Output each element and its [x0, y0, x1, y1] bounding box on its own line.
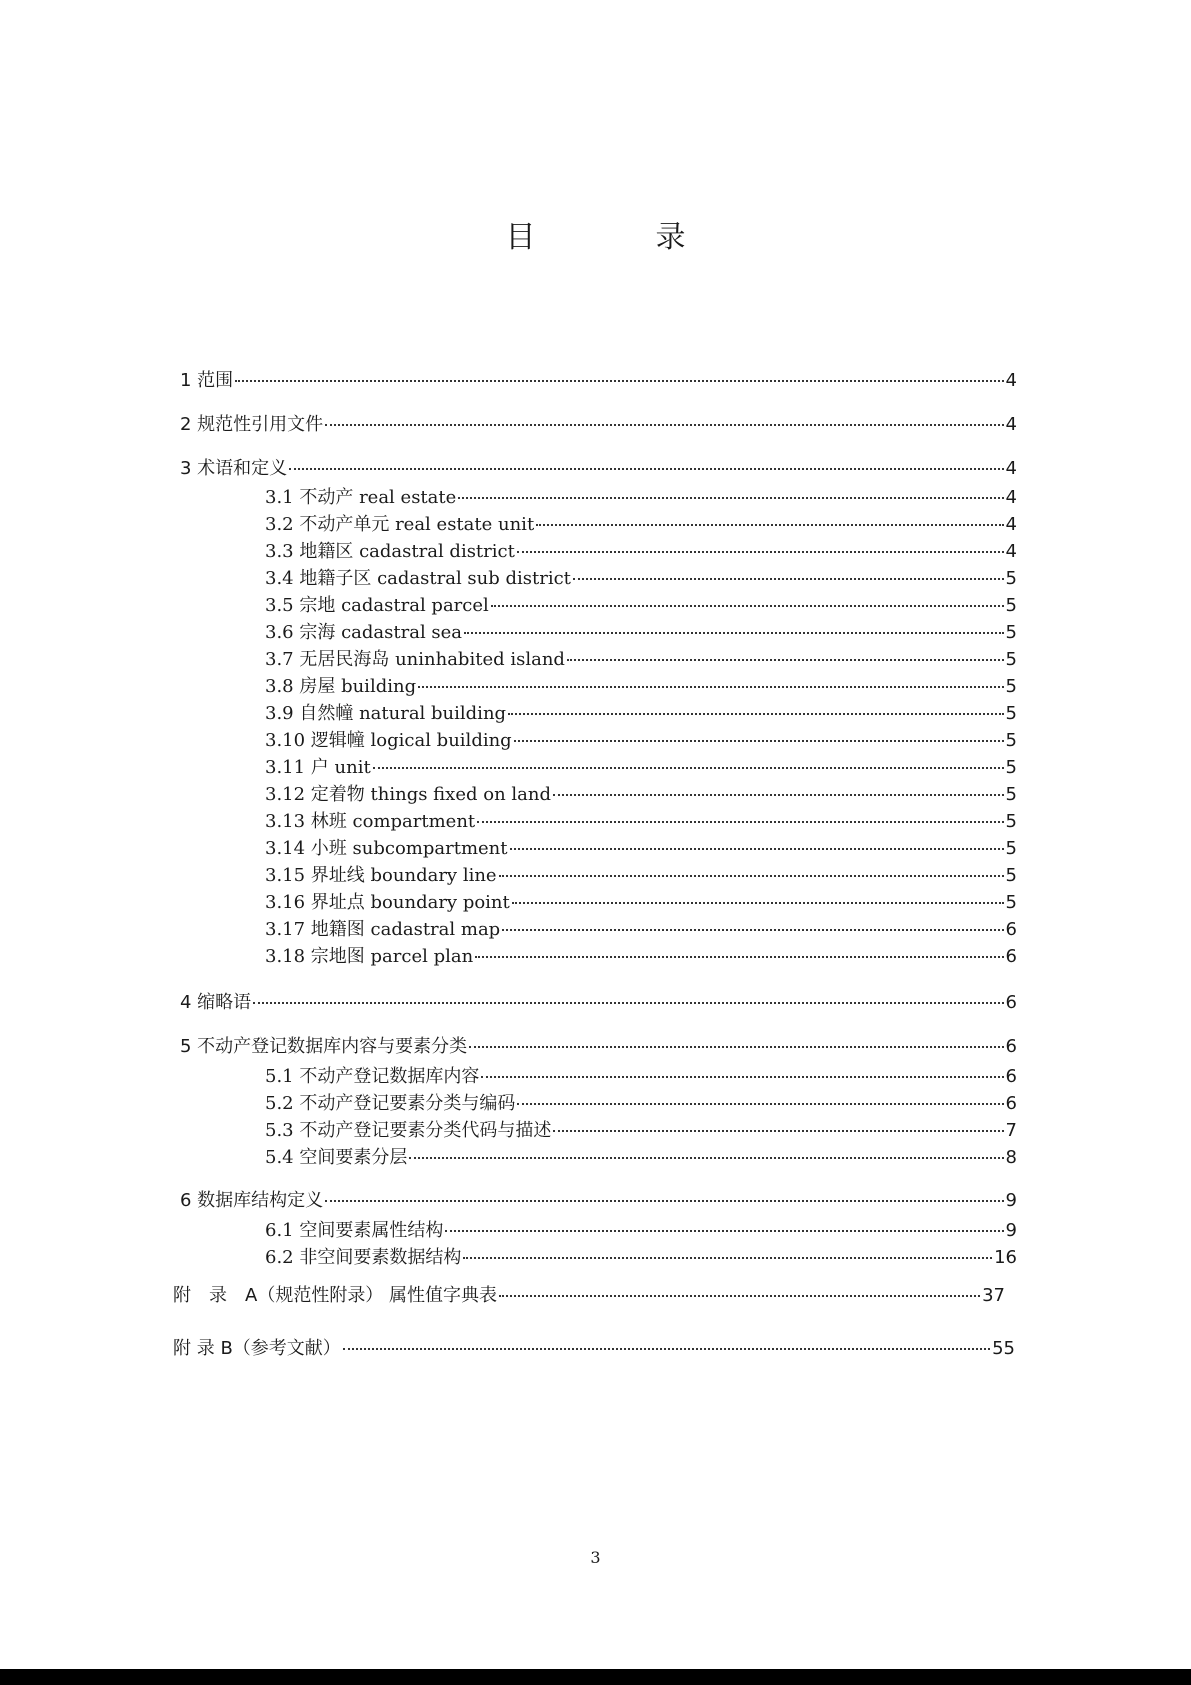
toc-entry-page: 4: [1005, 370, 1017, 391]
page-number: 3: [590, 1548, 601, 1567]
toc-subentry[interactable]: [265, 568, 1017, 590]
toc-subentry[interactable]: [265, 1247, 1017, 1269]
toc-subentry[interactable]: [265, 1147, 1017, 1169]
toc-entry-label: 3.4 地籍子区 cadastral sub district: [265, 568, 571, 589]
toc-entry-page: 16: [994, 1247, 1017, 1268]
toc-subentry[interactable]: [265, 1220, 1017, 1242]
toc-entry-label: 3.14 小班 subcompartment: [265, 838, 508, 859]
toc-entry-page: 4: [1005, 514, 1017, 535]
toc-entry-label: 3.8 房屋 building: [265, 676, 417, 697]
toc-entry-label: 1 范围: [180, 370, 234, 391]
toc-entry-label: 3.2 不动产单元 real estate unit: [265, 514, 535, 535]
toc-entry-page: 4: [1005, 541, 1017, 562]
toc-subentry[interactable]: [265, 919, 1017, 941]
toc-subentry[interactable]: [265, 811, 1017, 833]
toc-entry-label: 3.10 逻辑幢 logical building: [265, 730, 512, 751]
toc-subentry[interactable]: [265, 784, 1017, 806]
toc-entry-label: 6.2 非空间要素数据结构: [265, 1247, 462, 1268]
toc-entry-label: 5.4 空间要素分层: [265, 1147, 408, 1168]
title-char-right: 录: [655, 220, 686, 255]
toc-subentry[interactable]: [265, 838, 1017, 860]
toc-subentry[interactable]: [265, 703, 1017, 725]
toc-subentry[interactable]: [265, 1120, 1017, 1142]
toc-entry-page: 55: [992, 1338, 1015, 1359]
toc-entry-page: 6: [1005, 919, 1017, 940]
toc-subentry[interactable]: [265, 487, 1017, 509]
toc-entry-page: 7: [1005, 1120, 1017, 1141]
toc-entry-page: 5: [1005, 838, 1017, 859]
toc-entry-page: 5: [1005, 757, 1017, 778]
toc-appendix-entry[interactable]: [173, 1285, 1005, 1307]
toc-entry-label: 附 录 B（参考文献）: [173, 1338, 341, 1359]
toc-entry-label: 5 不动产登记数据库内容与要素分类: [180, 1036, 468, 1057]
toc-entry-label: 3.13 林班 compartment: [265, 811, 476, 832]
toc-subentry[interactable]: [265, 757, 1017, 779]
toc-entry-page: 6: [1005, 1036, 1017, 1057]
toc-entry-label: 3.18 宗地图 parcel plan: [265, 946, 474, 967]
toc-entry[interactable]: [180, 992, 1017, 1014]
toc-entry-label: 3.9 自然幢 natural building: [265, 703, 507, 724]
toc-entry-label: 3.11 户 unit: [265, 757, 371, 778]
toc-entry-label: 2 规范性引用文件: [180, 414, 324, 435]
toc-entry-page: 5: [1005, 649, 1017, 670]
toc-entry-page: 37: [982, 1285, 1005, 1306]
toc-entry-page: 6: [1005, 992, 1017, 1013]
toc-subentry[interactable]: [265, 649, 1017, 671]
toc-entry-page: 5: [1005, 892, 1017, 913]
toc-subentry[interactable]: [265, 865, 1017, 887]
toc-entry[interactable]: [180, 414, 1017, 436]
toc-entry-label: 6.1 空间要素属性结构: [265, 1220, 444, 1241]
toc-entry-page: 6: [1005, 1066, 1017, 1087]
toc-entry-label: 3.6 宗海 cadastral sea: [265, 622, 463, 643]
toc-entry-label: 6 数据库结构定义: [180, 1190, 324, 1211]
toc-subentry[interactable]: [265, 622, 1017, 644]
toc-entry-label: 5.2 不动产登记要素分类与编码: [265, 1093, 516, 1114]
toc-subentry[interactable]: [265, 730, 1017, 752]
toc-entry[interactable]: [180, 370, 1017, 392]
toc-entry-page: 9: [1005, 1220, 1017, 1241]
toc-entry-page: 4: [1005, 414, 1017, 435]
toc-subentry[interactable]: [265, 1066, 1017, 1088]
toc-entry-label: 3.16 界址点 boundary point: [265, 892, 510, 913]
toc-subentry[interactable]: [265, 946, 1017, 968]
toc-entry-page: 5: [1005, 703, 1017, 724]
toc-entry[interactable]: [180, 1190, 1017, 1212]
title-char-left: 目: [505, 220, 536, 255]
toc-entry-page: 5: [1005, 676, 1017, 697]
toc-entry-page: 8: [1005, 1147, 1017, 1168]
toc-entry-label: 5.3 不动产登记要素分类代码与描述: [265, 1120, 552, 1141]
toc-entry-label: 附 录 A（规范性附录） 属性值字典表: [173, 1285, 498, 1306]
bottom-edge-bar: [0, 1669, 1191, 1685]
toc-entry-page: 6: [1005, 1093, 1017, 1114]
toc-subentry[interactable]: [265, 595, 1017, 617]
toc-entry-label: 3.5 宗地 cadastral parcel: [265, 595, 489, 616]
toc-entry-label: 4 缩略语: [180, 992, 252, 1013]
toc-entry-label: 3.1 不动产 real estate: [265, 487, 457, 508]
toc-entry-label: 3.12 定着物 things fixed on land: [265, 784, 551, 805]
toc-subentry[interactable]: [265, 1093, 1017, 1115]
toc-entry-page: 5: [1005, 730, 1017, 751]
toc-subentry[interactable]: [265, 514, 1017, 536]
toc-subentry[interactable]: [265, 892, 1017, 914]
toc-entry-label: 3.3 地籍区 cadastral district: [265, 541, 515, 562]
toc-entry-page: 5: [1005, 595, 1017, 616]
toc-entry-page: 9: [1005, 1190, 1017, 1211]
toc-appendix-entry[interactable]: [173, 1338, 1015, 1360]
toc-entry-label: 3 术语和定义: [180, 458, 288, 479]
toc-entry-page: 5: [1005, 865, 1017, 886]
toc-entry-page: 5: [1005, 622, 1017, 643]
toc-entry[interactable]: [180, 458, 1017, 480]
toc-entry-label: 5.1 不动产登记数据库内容: [265, 1066, 480, 1087]
toc-entry-page: 4: [1005, 487, 1017, 508]
toc-entry-label: 3.17 地籍图 cadastral map: [265, 919, 501, 940]
toc-entry-label: 3.15 界址线 boundary line: [265, 865, 497, 886]
toc-entry[interactable]: [180, 1036, 1017, 1058]
toc-entry-page: 4: [1005, 458, 1017, 479]
toc-subentry[interactable]: [265, 676, 1017, 698]
toc-entry-page: 5: [1005, 784, 1017, 805]
toc-entry-page: 5: [1005, 811, 1017, 832]
toc-subentry[interactable]: [265, 541, 1017, 563]
toc-entry-page: 5: [1005, 568, 1017, 589]
toc-entry-label: 3.7 无居民海岛 uninhabited island: [265, 649, 565, 670]
toc-entry-page: 6: [1005, 946, 1017, 967]
